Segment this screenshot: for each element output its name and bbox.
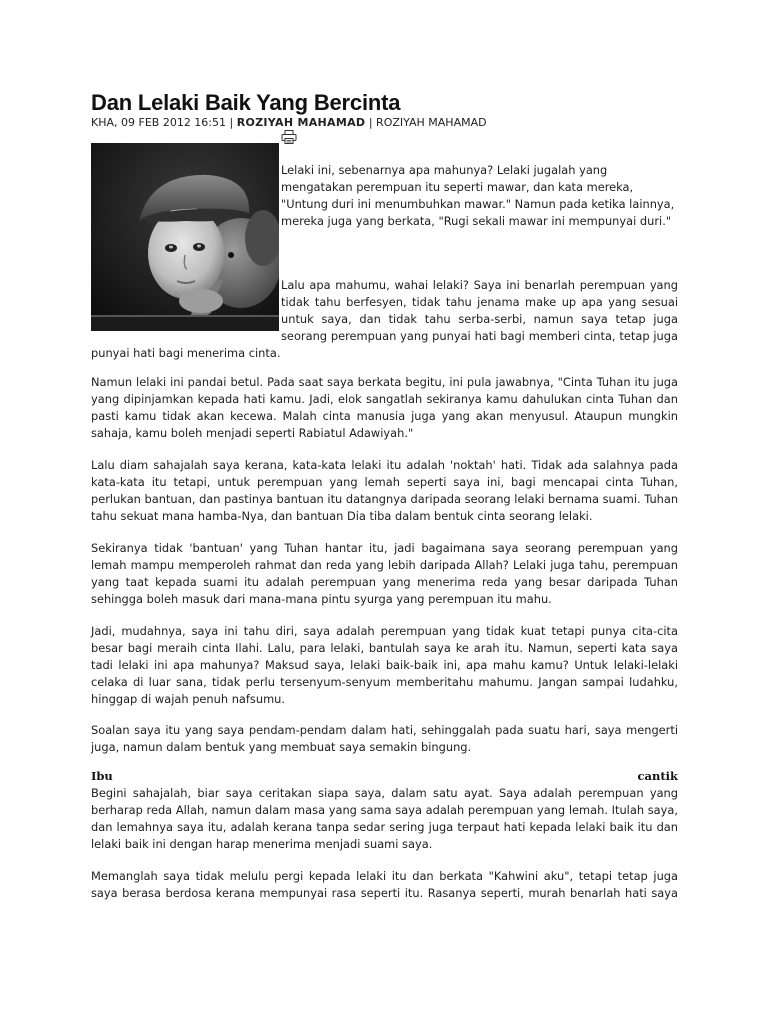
text-line: yang dipinjamkan kepada hati kamu. Jadi, elok sangatlah sekiranya kamu dahulukan cinta Tuhan dan xyxy=(91,392,678,406)
text-line: lemah mampu memperoleh rahmat dan reda yang lebih daripada Allah? Lelaki juga tahu, perempuan xyxy=(91,558,678,572)
text-line: Namun lelaki ini pandai betul. Pada saat saya berkata begitu, ini pula jawabnya, "Cinta Tuhan itu juga xyxy=(91,375,678,389)
text-line: yang taat kepada suami itu adalah perempuan yang menerima reda yang besar daripada Tuhan xyxy=(91,575,678,589)
paragraph-4 xyxy=(91,457,678,525)
text-line: Lalu apa mahumu, wahai lelaki? Saya ini benarlah perempuan yang xyxy=(281,278,678,292)
section-heading-right: cantik xyxy=(637,769,678,783)
article-title: Dan Lelaki Baik Yang Bercinta xyxy=(91,90,401,115)
byline-author-secondary: ROZIYAH MAHAMAD xyxy=(376,116,487,129)
printer-icon[interactable] xyxy=(281,130,297,144)
text-line: besar bagi meraih cinta Ilahi. Lalu, para lelaki, bantulah saya ke arah itu. Namun, seperti kata saya xyxy=(91,641,678,655)
section-heading-left: Ibu xyxy=(91,769,113,783)
text-line: Memanglah saya tidak melulu pergi kepada lelaki itu dan berkata "Kahwini aku", tetapi tetap juga xyxy=(91,869,678,883)
text-line: Lelaki ini, sebenarnya apa mahunya? Lelaki jugalah yang xyxy=(281,163,608,177)
text-line: lelaki baik ini dengan harap menerima menjadi suami saya. xyxy=(91,837,433,851)
byline-separator: | xyxy=(365,116,377,129)
byline-author-link[interactable]: ROZIYAH MAHAMAD xyxy=(236,116,366,129)
byline-date: KHA, 09 FEB 2012 16:51 xyxy=(91,116,227,129)
text-line: tadi lelaki ini apa mahunya? Maksud saya, lelaki baik-baik ini, apa mahu kamu? Untuk lelaki-lelaki xyxy=(91,658,678,672)
text-line: Soalan saya itu yang saya pendam-pendam dalam hati, sehinggalah pada suatu hari, saya mengerti xyxy=(91,723,678,737)
text-line: perlukan bantuan, dan pastinya bantuan itu datangnya daripada seorang lelaki bernama suami. Tuhan xyxy=(91,492,679,506)
text-line: punyai hati bagi menerima cinta. xyxy=(91,346,281,360)
text-line: hinggap di wajah penuh nafsumu. xyxy=(91,692,286,706)
text-line: Jadi, mudahnya, saya ini tahu diri, saya adalah perempuan yang tidak kuat tetapi punya cita-cita xyxy=(91,624,678,638)
text-line: seorang perempuan yang punyai hati bagi memberi cinta, tetap juga xyxy=(281,329,678,343)
text-line: sehingga boleh masuk dari mana-mana pintu syurga yang perempuan itu mahu. xyxy=(91,592,552,606)
article-photo xyxy=(91,143,279,331)
text-line: Begini sahajalah, biar saya ceritakan siapa saya, dalam satu ayat. Saya adalah perempuan yang xyxy=(91,786,678,800)
text-line: berharap reda Allah, namun dalam masa yang sama saya adalah perempuan yang lemah. Itulah saya, xyxy=(91,803,678,817)
text-line: untuk saya, dan tidak tahu serba-serbi, namun saya tetap juga xyxy=(281,312,678,326)
paragraph-9 xyxy=(91,868,678,902)
text-line: tahu sekuat mana hamba-Nya, dan bantuan Dia tiba dalam bentuk cinta seorang lelaki. xyxy=(91,509,593,523)
paragraph-6 xyxy=(91,623,678,708)
paragraph-3 xyxy=(91,374,678,442)
paragraph-2 xyxy=(281,277,678,345)
paragraph-intro xyxy=(281,162,701,230)
text-line: dan lemahnya saya itu, adalah kerana tanpa sedar sering juga terpaut hati kepada lelaki baik itu dan xyxy=(91,820,678,834)
section-heading xyxy=(91,768,678,785)
text-line: mereka juga yang berkata, "Rugi sekali mawar ini mempunyai duri." xyxy=(281,214,672,228)
text-line: juga, namun dalam bentuk yang membuat saya semakin bingung. xyxy=(91,740,472,754)
text-line: Lalu diam sahajalah saya kerana, kata-kata lelaki itu adalah 'noktah' hati. Tidak ada salahnya pada xyxy=(91,458,678,472)
text-line: "Untung duri ini menumbuhkan mawar." Namun pada ketika lainnya, xyxy=(281,197,675,211)
paragraph-2-tail xyxy=(91,345,678,362)
text-line: pasti kamu tidak akan kecewa. Malah cinta manusia juga yang akan menyusul. Ataupun mungkin xyxy=(91,409,678,423)
text-line: celaka di luar sana, tidak perlu tersenyum-senyum memberitahu mahumu. Jangan sampai ludahku, xyxy=(91,675,678,689)
text-line: tidak tahu berfesyen, tidak tahu jenama make up apa yang sesuai xyxy=(281,295,678,309)
paragraph-8 xyxy=(91,785,678,853)
text-line: mengatakan perempuan itu seperti mawar, dan kata mereka, xyxy=(281,180,634,194)
text-line: sahaja, kamu boleh menjadi seperti Rabiatul Adawiyah." xyxy=(91,426,414,440)
byline-separator: | xyxy=(226,116,237,129)
byline xyxy=(91,116,487,130)
text-line: Sekiranya tidak 'bantuan' yang Tuhan hantar itu, jadi bagaimana saya seorang perempuan yang xyxy=(91,541,678,555)
paragraph-7 xyxy=(91,722,678,756)
text-line: saya berasa berdosa kerana mempunyai rasa seperti itu. Rasanya seperti, murah benarlah hati saya xyxy=(91,886,678,900)
text-line: kata-kata itu tetapi, untuk perempuan yang lemah seperti saya ini, bagi mencapai cinta Tuhan, xyxy=(91,475,678,489)
paragraph-5 xyxy=(91,540,678,608)
